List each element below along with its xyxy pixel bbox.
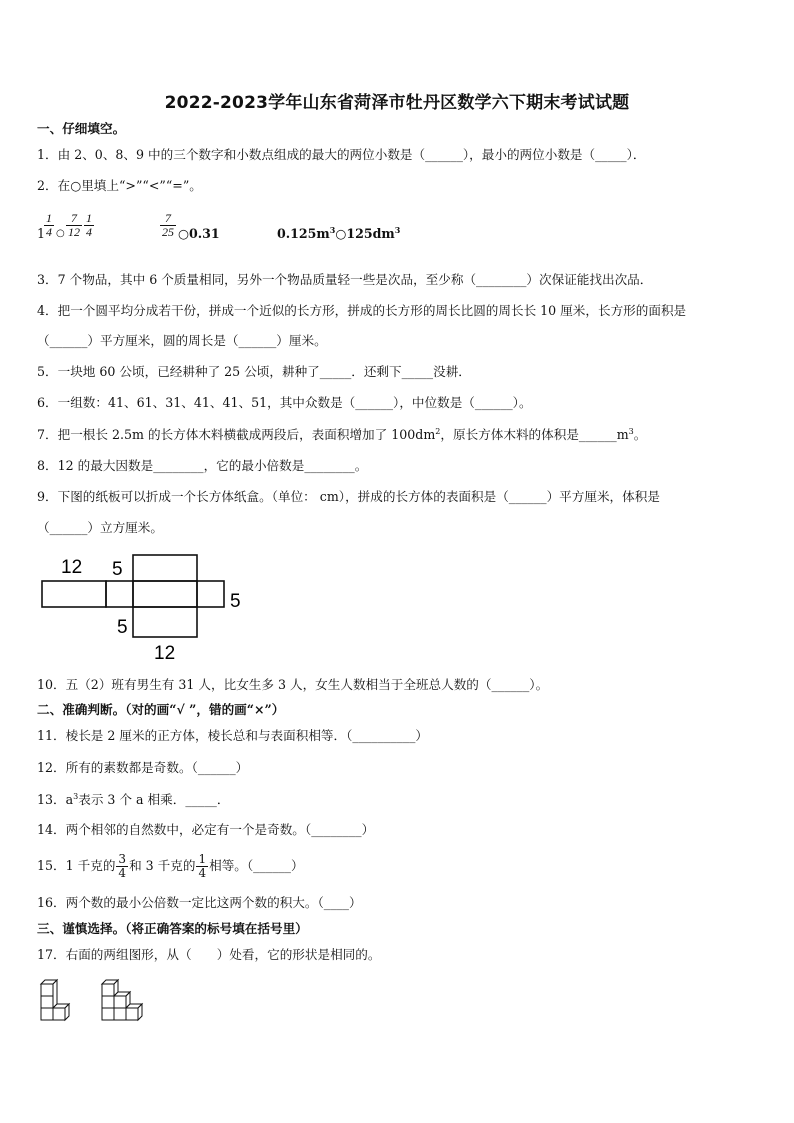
fraction-denominator: 4 (46, 225, 52, 239)
fraction-numerator: 7 (66, 212, 82, 226)
net-face-small (106, 581, 133, 607)
q2-item-c (277, 226, 400, 242)
question-16: 16．两个数的最小公倍数一定比这两个数的积大。（____） (37, 895, 362, 910)
section-heading-3: 三、谨慎选择。（将正确答案的标号填在括号里） (37, 921, 308, 936)
cube-figures (36, 978, 146, 1026)
superscript: 3 (73, 791, 79, 801)
fraction-numerator: 3 (118, 852, 127, 866)
box-net-diagram (36, 548, 256, 666)
q2-fraction-b (160, 212, 176, 239)
cube-figure-left (41, 980, 69, 1020)
question-13 (37, 792, 767, 808)
net-label-12-bottom: 12 (154, 643, 176, 664)
net-label-12-top: 12 (61, 557, 83, 578)
question-1: 1．由 2、0、8、9 中的三个数字和小数点组成的最大的两位小数是（______），最小的两位小数是（_____）． (37, 147, 646, 162)
fraction-numerator: 1 (46, 211, 52, 225)
q2-item-a-prefix: 1 (37, 226, 46, 241)
q7-text-a: 7．把一根长 2.5m 的长方体木料横截成两段后，表面积增加了 100dm (37, 427, 436, 442)
cube-figure-right (102, 980, 142, 1020)
q13-text-a: 13．a (37, 792, 74, 807)
fraction-numerator: 7 (160, 212, 176, 226)
net-face-right (197, 581, 224, 607)
q2-item-c-text-b: ○125dm (335, 226, 395, 241)
question-2-items (37, 212, 767, 248)
fraction-numerator: 1 (86, 211, 92, 225)
question-6: 6．一组数：41、61、31、41、41、51，其中众数是（______），中位数是（______）。 (37, 395, 532, 410)
fraction-numerator: 1 (198, 852, 207, 866)
q15-mid: 和 3 千克的 (129, 858, 196, 873)
question-5: 5．一块地 60 公顷，已经耕种了 25 公顷，耕种了_____．还剩下_____没耕． (37, 364, 471, 379)
q2-item-b-rest: ○0.31 (178, 226, 220, 241)
fraction-denominator: 4 (86, 225, 92, 239)
question-8: 8．12 的最大因数是________，它的最小倍数是________。 (37, 458, 368, 473)
question-4-line-2: （______）平方厘米，圆的周长是（______）厘米。 (37, 333, 327, 348)
q15-fraction-1 (116, 853, 128, 880)
question-7 (37, 427, 767, 443)
net-label-5-top: 5 (112, 559, 123, 580)
q15-post: 相等。（______） (209, 858, 304, 873)
question-10: 10．五（2）班有男生有 31 人，比女生多 3 人，女生人数相当于全班总人数的（______）。 (37, 677, 549, 692)
q2-fraction-a1 (44, 212, 54, 239)
question-15 (37, 848, 767, 884)
superscript: 3 (329, 224, 336, 235)
net-label-5-bottom: 5 (117, 617, 128, 638)
q7-text-b: ，原长方体木料的体积是______m (440, 427, 629, 442)
question-3: 3．7 个物品，其中 6 个质量相同，另外一个物品质量轻一些是次品，至少称（________）次保证能找出次品． (37, 272, 653, 287)
fraction-denominator: 25 (162, 225, 174, 239)
fraction-denominator: 4 (118, 866, 127, 880)
q2-fraction-a2 (66, 212, 82, 239)
net-face-left (42, 581, 106, 607)
superscript: 3 (628, 426, 634, 436)
net-face-bottom (133, 607, 197, 637)
page-title: 2022-2023学年山东省菏泽市牡丹区数学六下期末考试试题 (164, 93, 630, 113)
question-14: 14．两个相邻的自然数中，必定有一个是奇数。（________） (37, 822, 375, 837)
fraction-denominator: 12 (68, 225, 80, 239)
compare-circle: ○ (56, 228, 65, 239)
question-12: 12．所有的素数都是奇数。（______） (37, 760, 249, 775)
net-face-top (133, 555, 197, 581)
superscript: 3 (394, 224, 401, 235)
question-17: 17．右面的两组图形，从（ ）处看，它的形状是相同的。 (37, 947, 381, 962)
question-11: 11．棱长是 2 厘米的正方体，棱长总和与表面积相等．（__________） (37, 728, 428, 743)
q7-text-c: 。 (633, 427, 647, 442)
q2-item-c-text-a: 0.125m (277, 226, 330, 241)
q15-pre: 15．1 千克的 (37, 858, 116, 873)
q2-fraction-a3 (84, 212, 94, 239)
question-2: 2．在○里填上“>”“<”“=”。 (37, 178, 202, 193)
superscript: 2 (435, 426, 441, 436)
question-9-line-2: （______）立方厘米。 (37, 520, 163, 535)
section-heading-1: 一、仔细填空。 (37, 121, 126, 136)
question-4-line-1: 4．把一个圆平均分成若干份，拼成一个近似的长方形，拼成的长方形的周长比圆的周长长 10 厘米，长方形的面积是 (37, 303, 687, 318)
section-heading-2: 二、准确判断。（对的画“√ ”，错的画“×”） (37, 702, 285, 717)
net-label-5-right: 5 (230, 591, 241, 612)
q13-text-b: 表示 3 个 a 相乘．_____． (78, 792, 230, 807)
net-face-center (133, 581, 197, 607)
q15-fraction-2 (196, 853, 208, 880)
question-9-line-1: 9．下图的纸板可以折成一个长方体纸盒。（单位： cm），拼成的长方体的表面积是（______）平方厘米，体积是 (37, 489, 660, 504)
fraction-denominator: 4 (198, 866, 207, 880)
